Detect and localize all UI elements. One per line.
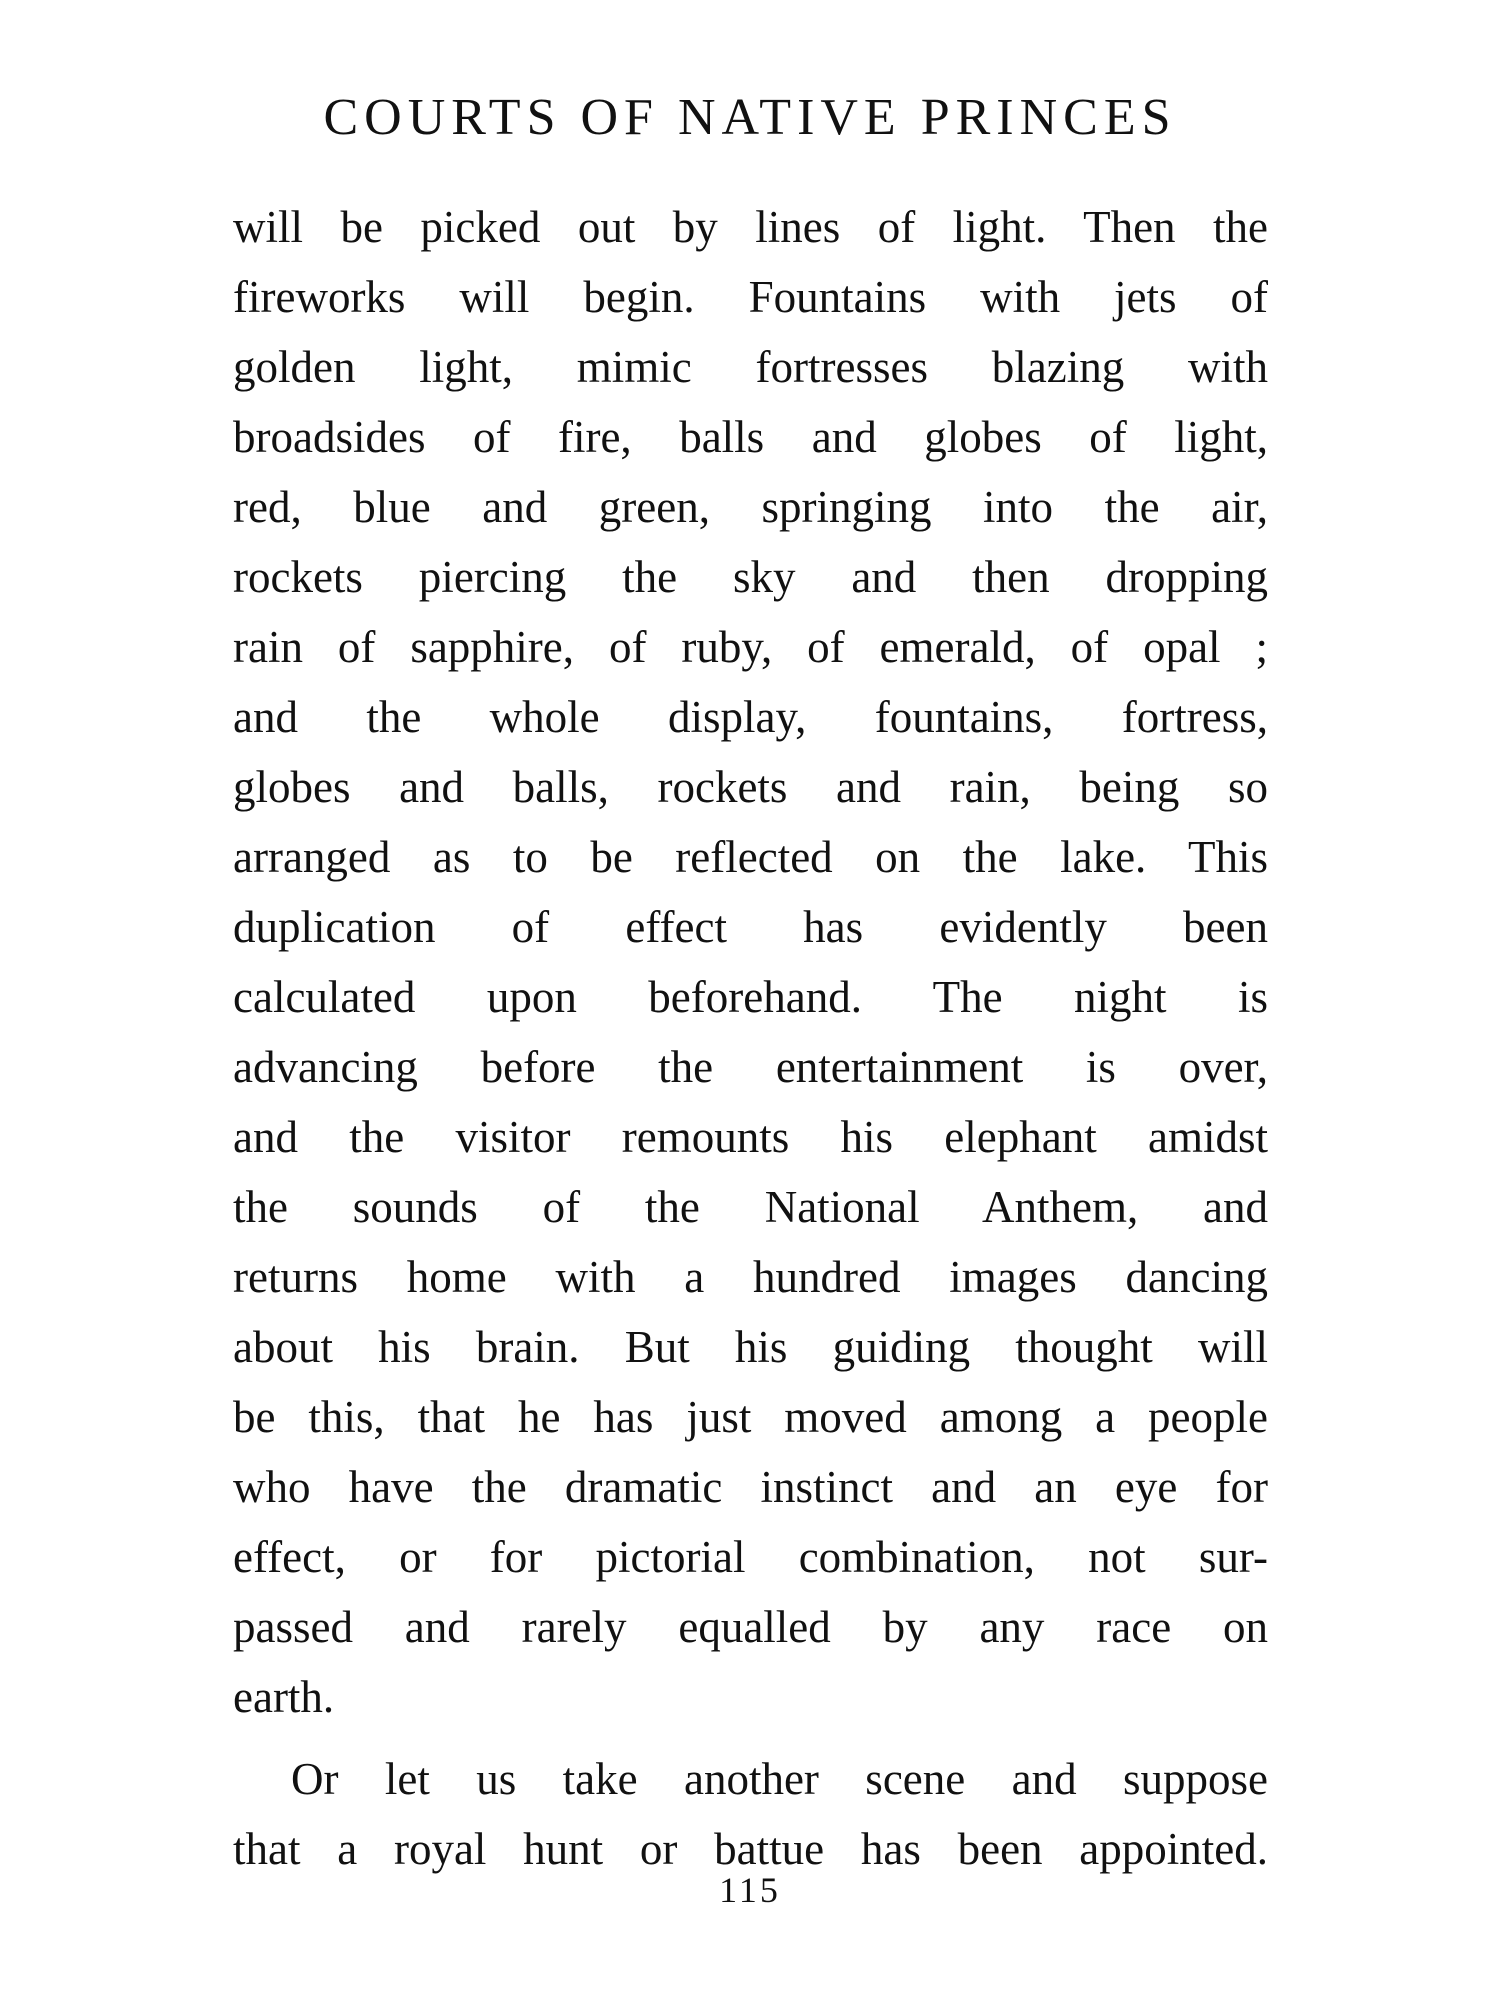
paragraph <box>233 1744 1268 1884</box>
text-line: advancing before the entertainment is over, <box>233 1042 1268 1092</box>
text-line: rockets piercing the sky and then dropping <box>233 552 1268 602</box>
text-line: red, blue and green, springing into the air, <box>233 482 1268 532</box>
text-line: arranged as to be reflected on the lake. This <box>233 832 1268 882</box>
text-line: who have the dramatic instinct and an eye for <box>233 1462 1268 1512</box>
text-line: be this, that he has just moved among a people <box>233 1392 1268 1442</box>
text-line: golden light, mimic fortresses blazing with <box>233 342 1268 392</box>
text-line: duplication of effect has evidently been <box>233 902 1268 952</box>
text-line: Or let us take another scene and suppose <box>291 1754 1268 1804</box>
text-line: globes and balls, rockets and rain, being so <box>233 762 1268 812</box>
text-line: that a royal hunt or battue has been appointed. <box>233 1824 1268 1874</box>
text-line: about his brain. But his guiding thought will <box>233 1322 1268 1372</box>
text-line: and the visitor remounts his elephant amidst <box>233 1112 1268 1162</box>
body-text <box>233 192 1268 1884</box>
running-head: COURTS OF NATIVE PRINCES <box>323 89 1177 146</box>
text-line: rain of sapphire, of ruby, of emerald, of opal ; <box>233 622 1268 672</box>
paragraph-gap <box>233 1732 1268 1744</box>
text-line: calculated upon beforehand. The night is <box>233 972 1268 1022</box>
text-line: passed and rarely equalled by any race on <box>233 1602 1268 1652</box>
text-line: fireworks will begin. Fountains with jets of <box>233 272 1268 322</box>
text-line: will be picked out by lines of light. Then the <box>233 202 1268 252</box>
text-line: returns home with a hundred images dancing <box>233 1252 1268 1302</box>
paragraph <box>233 192 1268 1732</box>
text-line: earth. <box>233 1672 335 1722</box>
text-line: broadsides of fire, balls and globes of light, <box>233 412 1268 462</box>
text-line: and the whole display, fountains, fortress, <box>233 692 1268 742</box>
page-number: 115 <box>719 1870 781 1910</box>
text-line: effect, or for pictorial combination, not sur- <box>233 1532 1268 1582</box>
text-line: the sounds of the National Anthem, and <box>233 1182 1268 1232</box>
